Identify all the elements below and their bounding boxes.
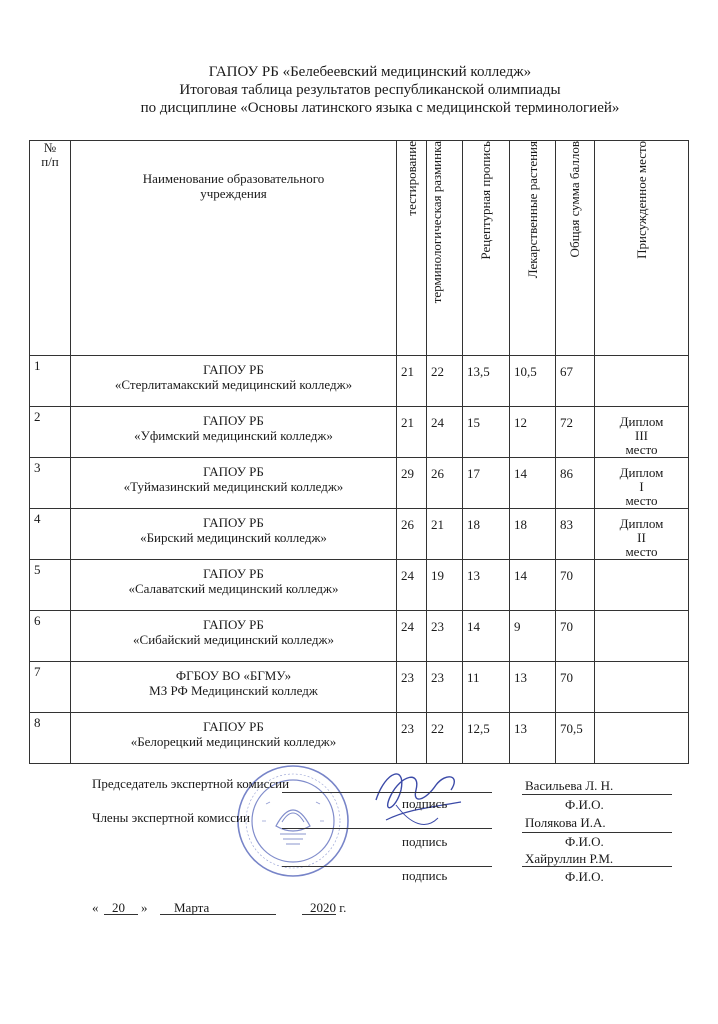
score-testing: 23 [397, 662, 427, 713]
sign-caption-1: подпись [402, 796, 448, 811]
col-header-plants [510, 141, 556, 356]
table-row [30, 662, 689, 713]
date-year: 2020 г. [310, 900, 347, 915]
fio-caption-3: Ф.И.О. [565, 869, 604, 884]
score-warmup: 19 [427, 560, 463, 611]
name2-line [522, 832, 672, 833]
row-number: 2 [30, 407, 71, 458]
score-testing: 24 [397, 611, 427, 662]
score-prescription: 12,5 [463, 713, 510, 764]
score-prescription: 15 [463, 407, 510, 458]
score-total: 83 [556, 509, 595, 560]
institution-cell [71, 560, 397, 611]
institution-type: ГАПОУ РБ [203, 362, 264, 377]
institution-name: «Уфимский медицинский колледж» [134, 428, 333, 443]
institution-type: ФГБОУ ВО «БГМУ» [175, 668, 292, 683]
col-header-num [30, 141, 71, 356]
col-header-testing-label: тестирование [403, 141, 419, 216]
col-header-plants-label: Лекарственные растения [524, 141, 540, 279]
score-plants: 12 [510, 407, 556, 458]
award-cell [595, 356, 689, 407]
institution-cell [71, 356, 397, 407]
table-row [30, 509, 689, 560]
score-testing: 21 [397, 356, 427, 407]
date-day-line [104, 914, 138, 915]
score-warmup: 26 [427, 458, 463, 509]
score-testing: 24 [397, 560, 427, 611]
header-discipline: по дисциплине «Основы латинского языка с медицинской терминологией» [140, 100, 620, 116]
institution-type: ГАПОУ РБ [203, 464, 264, 479]
score-warmup: 22 [427, 713, 463, 764]
member2-sign-line [282, 866, 492, 867]
score-testing: 29 [397, 458, 427, 509]
col-header-prescription-label: Рецептурная пропись [478, 141, 493, 260]
institution-type: ГАПОУ РБ [203, 413, 264, 428]
row-number: 6 [30, 611, 71, 662]
name1-line [522, 794, 672, 795]
score-total: 70 [556, 662, 595, 713]
award-cell [595, 662, 689, 713]
score-plants: 9 [510, 611, 556, 662]
score-plants: 14 [510, 458, 556, 509]
col-header-total-label: Общая сумма баллов [567, 141, 582, 258]
score-warmup: 21 [427, 509, 463, 560]
col-header-place [595, 141, 689, 356]
score-testing: 23 [397, 713, 427, 764]
fio-caption-1: Ф.И.О. [565, 797, 604, 812]
table-row [30, 407, 689, 458]
award-cell [595, 713, 689, 764]
institution-type: ГАПОУ РБ [203, 515, 264, 530]
score-prescription: 18 [463, 509, 510, 560]
col-header-total [556, 141, 595, 356]
institution-cell [71, 611, 397, 662]
score-prescription: 13,5 [463, 356, 510, 407]
score-total: 70 [556, 560, 595, 611]
institution-cell [71, 458, 397, 509]
header-institution: ГАПОУ РБ «Белебеевский медицинский колледж» [208, 64, 532, 80]
header-title: Итоговая таблица результатов республиканской олимпиады [179, 82, 561, 98]
date-day: 20 [112, 900, 125, 915]
col-header-testing [397, 141, 427, 356]
score-plants: 18 [510, 509, 556, 560]
institution-cell [71, 662, 397, 713]
score-plants: 13 [510, 662, 556, 713]
institution-type: ГАПОУ РБ [203, 617, 264, 632]
col-header-name [71, 141, 397, 356]
row-number: 1 [30, 356, 71, 407]
member1-sign-line [282, 828, 492, 829]
date-month-line [160, 914, 276, 915]
score-warmup: 23 [427, 662, 463, 713]
score-prescription: 14 [463, 611, 510, 662]
institution-name: МЗ РФ Медицинский колледж [149, 683, 318, 698]
member2-name: Хайруллин Р.М. [525, 851, 614, 866]
col-header-prescription [463, 141, 510, 356]
institution-name: «Бирский медицинский колледж» [140, 530, 327, 545]
institution-name: «Сибайский медицинский колледж» [133, 632, 334, 647]
table-row [30, 560, 689, 611]
institution-cell [71, 509, 397, 560]
sign-caption-2: подпись [402, 834, 448, 849]
score-plants: 14 [510, 560, 556, 611]
score-plants: 13 [510, 713, 556, 764]
award-cell: Диплом III место [595, 407, 689, 458]
score-testing: 21 [397, 407, 427, 458]
col-header-num-label: № п/п [41, 140, 59, 169]
score-total: 70 [556, 611, 595, 662]
institution-cell [71, 713, 397, 764]
date-month: Марта [174, 900, 210, 915]
institution-type: ГАПОУ РБ [203, 719, 264, 734]
award-cell: Диплом I место [595, 458, 689, 509]
date-close-quote: » [141, 900, 148, 915]
row-number: 8 [30, 713, 71, 764]
table-row [30, 611, 689, 662]
col-header-place-label: Присужденное место [633, 141, 649, 259]
table-header-row [30, 141, 689, 356]
score-prescription: 13 [463, 560, 510, 611]
fio-caption-2: Ф.И.О. [565, 834, 604, 849]
member1-name: Полякова И.А. [525, 815, 606, 830]
institution-name: «Туймазинский медицинский колледж» [123, 479, 344, 494]
row-number: 3 [30, 458, 71, 509]
chair-name: Васильева Л. Н. [525, 778, 614, 793]
score-total: 67 [556, 356, 595, 407]
results-table [29, 140, 689, 764]
chair-label: Председатель экспертной комиссии [92, 776, 290, 791]
score-warmup: 24 [427, 407, 463, 458]
col-header-name-label: Наименование образовательного учреждения [142, 171, 325, 201]
date-year-line [302, 914, 336, 915]
score-total: 70,5 [556, 713, 595, 764]
chair-sign-line [282, 792, 492, 793]
score-prescription: 11 [463, 662, 510, 713]
score-prescription: 17 [463, 458, 510, 509]
row-number: 5 [30, 560, 71, 611]
institution-name: «Белорецкий медицинский колледж» [130, 734, 337, 749]
score-warmup: 22 [427, 356, 463, 407]
row-number: 4 [30, 509, 71, 560]
date-open-quote: « [92, 900, 99, 915]
institution-type: ГАПОУ РБ [203, 566, 264, 581]
award-cell: Диплом II место [595, 509, 689, 560]
score-total: 72 [556, 407, 595, 458]
score-testing: 26 [397, 509, 427, 560]
award-cell [595, 611, 689, 662]
score-total: 86 [556, 458, 595, 509]
institution-cell [71, 407, 397, 458]
table-row [30, 356, 689, 407]
table-row [30, 458, 689, 509]
row-number: 7 [30, 662, 71, 713]
sign-caption-3: подпись [402, 868, 448, 883]
institution-name: «Стерлитамакский медицинский колледж» [114, 377, 353, 392]
institution-name: «Салаватский медицинский колледж» [128, 581, 339, 596]
members-label: Члены экспертной комиссии [92, 810, 250, 825]
score-plants: 10,5 [510, 356, 556, 407]
col-header-warmup [427, 141, 463, 356]
score-warmup: 23 [427, 611, 463, 662]
table-row [30, 713, 689, 764]
col-header-warmup-label: терминологическая разминка [428, 141, 444, 304]
award-cell [595, 560, 689, 611]
